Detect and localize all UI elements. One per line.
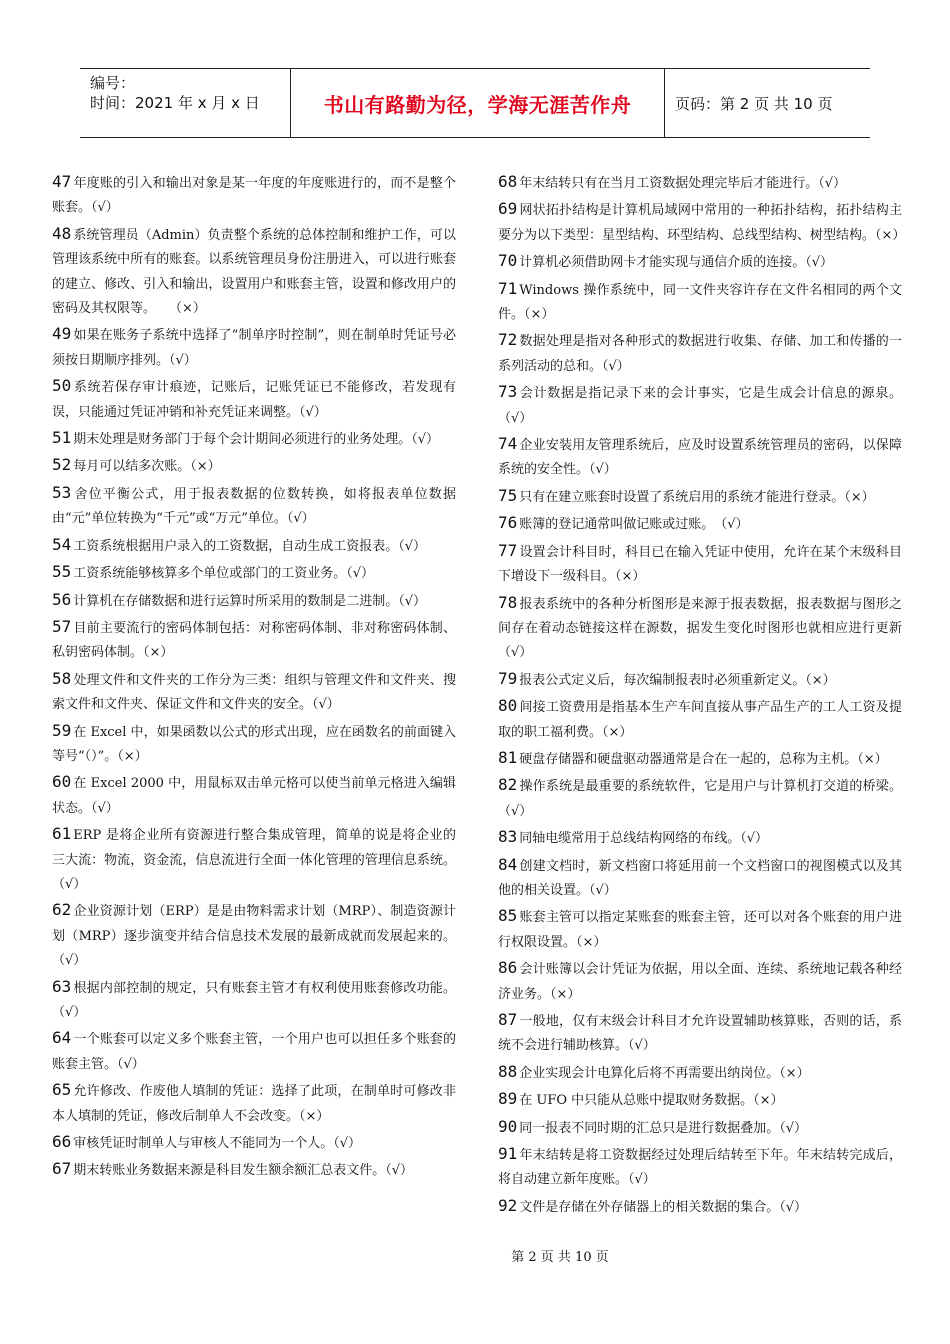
question-text: ERP 是将企业所有资源进行整合集成管理，简单的说是将企业的三大流：物流，资金流，信息流进行全面一体化管理的管理信息系统。（√）	[52, 828, 456, 892]
question-text: 企业实现会计电算化后将不再需要出纳岗位。（×）	[519, 1065, 810, 1081]
question-item	[498, 249, 902, 275]
question-item	[498, 277, 902, 328]
question-text: 企业安装用友管理系统后，应及时设置系统管理员的密码，以保障系统的安全性。（√）	[498, 438, 902, 478]
question-text: 间接工资费用是指基本生产车间直接从事产品生产的工人工资及提取的职工福利费。（×）	[498, 700, 902, 740]
question-number: 77	[498, 540, 518, 560]
question-item	[498, 1142, 902, 1193]
question-text: 舍位平衡公式，用于报表数据的位数转换，如将报表单位数据由“元”单位转换为“千元”或“万元”单位。（√）	[52, 486, 456, 527]
question-number: 70	[498, 251, 518, 271]
question-number: 75	[498, 485, 518, 505]
question-item	[52, 374, 456, 425]
question-text: 允许修改、作废他人填制的凭证：选择了此项，在制单时可修改非本人填制的凭证，修改后制单人不会改变。（×）	[52, 1084, 456, 1124]
question-item	[498, 694, 902, 745]
question-number: 83	[498, 827, 518, 847]
question-text: 如果在账务子系统中选择了“制单序时控制”，则在制单时凭证号必须按日期顺序排列。（√）	[52, 328, 456, 368]
question-item	[52, 975, 456, 1026]
question-item	[498, 956, 902, 1007]
question-text: 工资系统根据用户录入的工资数据，自动生成工资报表。（√）	[73, 538, 427, 554]
question-item	[498, 539, 902, 590]
question-number: 63	[52, 976, 72, 996]
question-text: 会计数据是指记录下来的会计事实，它是生成会计信息的源泉。（√）	[498, 386, 902, 426]
question-text: 硬盘存储器和硬盘驱动器通常是合在一起的，总称为主机。（×）	[519, 751, 888, 767]
question-text: 账簿的登记通常叫做记账或过账。 （√）	[519, 517, 749, 533]
question-text: 操作系统是最重要的系统软件，它是用户与计算机打交道的桥梁。（√）	[498, 779, 902, 819]
question-text: 网状拓扑结构是计算机局域网中常用的一种拓扑结构，拓扑结构主要分为以下类型：星型结构、环型结构、总线型结构、树型结构。（×）	[498, 203, 906, 243]
question-item	[498, 773, 902, 824]
question-item	[52, 1157, 456, 1183]
question-item	[52, 588, 456, 614]
question-number: 90	[498, 1116, 518, 1136]
question-text: 根据内部控制的规定，只有账套主管才有权利使用账套修改功能。（√）	[52, 980, 456, 1020]
question-text: 一般地，仅有末级会计科目才允许设置辅助核算账，否则的话，系统不会进行辅助核算。（√）	[498, 1014, 902, 1054]
question-item	[52, 898, 456, 973]
question-item	[498, 1008, 902, 1059]
question-item	[52, 481, 456, 532]
question-item	[52, 1130, 456, 1156]
question-number: 61	[52, 824, 72, 844]
question-number: 66	[52, 1132, 72, 1152]
question-item	[498, 170, 902, 196]
question-number: 72	[498, 330, 518, 350]
question-text: 系统管理员（Admin）负责整个系统的总体控制和维护工作，可以管理该系统中所有的账套。以系统管理员身份注册进入，可以进行账套的建立、修改、引入和输出，设置用户和账套主管，设置和修改用户的密码及其权限等。 （×）	[52, 227, 456, 317]
question-item	[52, 322, 456, 373]
question-number: 67	[52, 1159, 72, 1179]
question-number: 50	[52, 376, 72, 396]
question-text: 设置会计科目时，科目已在输入凭证中使用，允许在某个末级科目下增设下一级科目。（×）	[498, 544, 902, 585]
question-number: 76	[498, 513, 518, 533]
page-footer: 第 2 页 共 10 页	[511, 1250, 609, 1265]
question-text: 创建文档时，新文档窗口将延用前一个文档窗口的视图模式以及其他的相关设置。（√）	[498, 858, 902, 898]
question-text: 目前主要流行的密码体制包括：对称密码体制、非对称密码体制、私钥密码体制。（×）	[52, 620, 456, 661]
question-number: 53	[52, 482, 72, 502]
question-number: 52	[52, 455, 72, 475]
question-text: 报表公式定义后，每次编制报表时必须重新定义。（×）	[519, 672, 836, 688]
code-label: 编号：	[90, 74, 136, 92]
question-number: 58	[52, 668, 72, 688]
page-header	[80, 68, 870, 138]
question-number: 84	[498, 854, 518, 874]
question-text: 只有在建立账套时设置了系统启用的系统才能进行登录。（×）	[519, 489, 875, 505]
question-text: 文件是存储在外存储器上的相关数据的集合。（√）	[519, 1199, 808, 1215]
question-item	[498, 511, 902, 537]
question-item	[52, 453, 456, 479]
question-number: 51	[52, 428, 72, 448]
question-text: 报表系统中的各种分析图形是来源于报表数据，报表数据与图形之间存在着动态链接这样在源数，据发生变化时图形也就相应进行更新 （√）	[498, 596, 916, 661]
question-item	[498, 432, 902, 483]
question-item	[498, 1115, 902, 1141]
right-column	[498, 170, 916, 1221]
motto: 书山有路勤为径，学海无涯苦作舟	[291, 69, 665, 137]
question-item	[52, 222, 456, 322]
question-number: 87	[498, 1010, 518, 1029]
question-text: 年度账的引入和输出对象是某一年度的年度账进行的，而不是整个账套。（√）	[52, 176, 456, 216]
question-text: 数据处理是指对各种形式的数据进行收集、存储、加工和传播的一系列活动的总和。（√）	[498, 334, 902, 374]
question-text: 每月可以结多次账。（×）	[73, 459, 221, 475]
question-text: 在 UFO 中只能从总账中提取财务数据。（×）	[519, 1093, 784, 1109]
page-label: 页码：第 2 页 共 10 页	[675, 94, 833, 113]
question-number: 62	[52, 900, 72, 920]
question-item	[498, 853, 902, 904]
question-text: 一个账套可以定义多个账套主管，一个用户也可以担任多个账套的账套主管。（√）	[52, 1032, 456, 1072]
question-text: 账套主管可以指定某账套的账套主管，还可以对各个账套的用户进行权限设置。（×）	[498, 910, 902, 950]
question-item	[498, 825, 902, 851]
question-item	[498, 904, 902, 955]
question-text: 计算机在存储数据和进行运算时所采用的数制是二进制。（√）	[73, 593, 427, 609]
question-item	[498, 746, 902, 772]
header-meta	[80, 69, 291, 137]
question-number: 55	[52, 562, 72, 582]
question-number: 74	[498, 434, 518, 454]
question-number: 91	[498, 1144, 518, 1164]
question-number: 60	[52, 772, 72, 792]
question-text: 期末转账业务数据来源是科目发生额余额汇总表文件。（√）	[73, 1163, 414, 1179]
question-number: 59	[52, 720, 72, 740]
question-item	[52, 426, 456, 452]
question-item	[498, 484, 902, 510]
question-number: 82	[498, 775, 518, 795]
question-text: 工资系统能够核算多个单位或部门的工资业务。（√）	[73, 566, 375, 582]
question-item	[498, 591, 916, 666]
question-number: 54	[52, 534, 72, 554]
question-item	[498, 197, 906, 248]
question-number: 85	[498, 906, 518, 926]
question-text: 期末处理是财务部门于每个会计期间必须进行的业务处理。（√）	[73, 432, 440, 448]
question-text: 同轴电缆常用于总线结构网络的布线。（√）	[519, 831, 769, 847]
question-number: 81	[498, 747, 518, 767]
question-text: 在 Excel 中，如果函数以公式的形式出现，应在函数名的前面键入等号“（）”。（×）	[52, 724, 456, 764]
question-number: 47	[52, 172, 72, 191]
question-item	[52, 533, 456, 559]
question-text: 同一报表不同时期的汇总只是进行数据叠加。（√）	[519, 1120, 808, 1136]
question-number: 88	[498, 1061, 518, 1081]
question-number: 56	[52, 589, 72, 609]
question-item	[52, 719, 456, 770]
question-item	[52, 1078, 456, 1129]
question-text: Windows 操作系统中，同一文件夹容许存在文件名相同的两个文件。（×）	[498, 282, 902, 323]
question-text: 年末结转是将工资数据经过处理后结转至下年。年末结转完成后，将自动建立新年度账。（√）	[498, 1148, 902, 1188]
question-text: 会计账簿以会计凭证为依据，用以全面、连续、系统地记载各种经济业务。（×）	[498, 962, 902, 1002]
time-label: 时间：2021 年 x 月 x 日	[90, 94, 260, 112]
question-number: 48	[52, 223, 72, 243]
question-item	[52, 770, 456, 821]
question-number: 89	[498, 1089, 518, 1109]
question-number: 71	[498, 278, 518, 298]
question-item	[52, 170, 456, 221]
question-number: 86	[498, 958, 518, 978]
question-item	[52, 1026, 456, 1077]
question-text: 系统若保存审计痕迹，记账后，记账凭证已不能修改，若发现有误，只能通过凭证冲销和补充凭证来调整。（√）	[52, 380, 456, 420]
question-number: 64	[52, 1028, 72, 1048]
question-item	[498, 1060, 902, 1086]
question-text: 年末结转只有在当月工资数据处理完毕后才能进行。（√）	[519, 176, 847, 191]
left-column	[52, 170, 456, 1185]
question-text: 计算机必须借助网卡才能实现与通信介质的连接。（√）	[519, 255, 834, 271]
question-text: 审核凭证时制单人与审核人不能同为一个人。（√）	[73, 1136, 362, 1152]
question-item	[52, 667, 456, 718]
question-item	[498, 667, 902, 693]
question-item	[498, 1194, 902, 1220]
question-number: 78	[498, 592, 518, 612]
question-item	[498, 328, 902, 379]
question-number: 57	[52, 616, 72, 636]
question-item	[52, 822, 456, 897]
question-number: 49	[52, 324, 72, 344]
question-text: 在 Excel 2000 中，用鼠标双击单元格可以使当前单元格进入编辑状态。（√）	[52, 776, 456, 816]
question-number: 80	[498, 696, 518, 716]
question-item	[498, 1087, 902, 1113]
question-number: 79	[498, 668, 518, 688]
question-number: 68	[498, 172, 518, 191]
question-number: 73	[498, 382, 518, 402]
question-number: 69	[498, 199, 518, 219]
question-item	[498, 380, 902, 431]
question-number: 92	[498, 1195, 518, 1215]
question-item	[52, 560, 456, 586]
question-text: 企业资源计划（ERP）是是由物料需求计划（MRP）、制造资源计划（MRP）逐步演变并结合信息技术发展的最新成就而发展起来的。（√）	[52, 904, 456, 969]
question-item	[52, 615, 456, 666]
question-number: 65	[52, 1080, 72, 1100]
question-text: 处理文件和文件夹的工作分为三类：组织与管理文件和文件夹、搜索文件和文件夹、保证文件和文件夹的安全。（√）	[52, 672, 456, 713]
